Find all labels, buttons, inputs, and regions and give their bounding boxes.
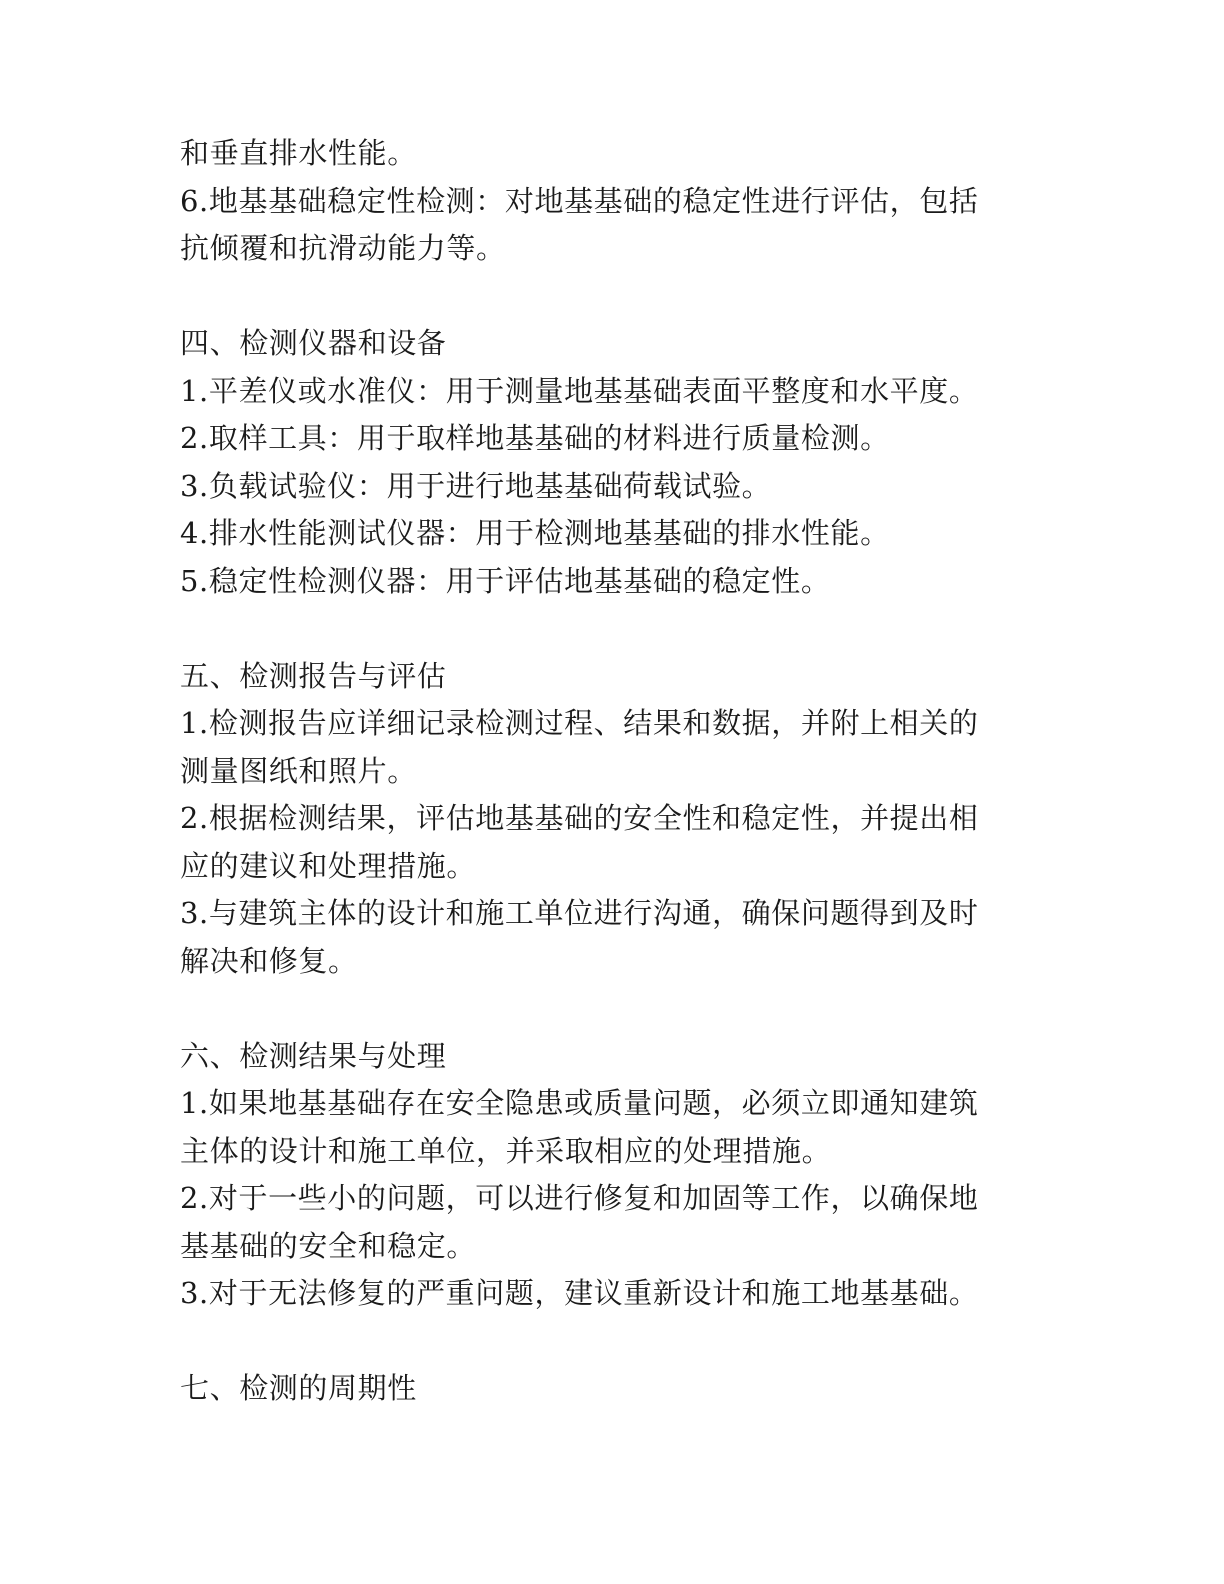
document-page (180, 130, 1040, 1413)
list-item: 基基础的安全和稳定。 (180, 1228, 477, 1263)
list-item: 3.与建筑主体的设计和施工单位进行沟通，确保问题得到及时 (180, 896, 979, 930)
section-spacer (180, 985, 1040, 1033)
list-item: 3.对于无法修复的严重问题，建议重新设计和施工地基基础。 (180, 1276, 979, 1310)
list-item: 1.平差仪或水准仪：用于测量地基基础表面平整度和水平度。 (180, 373, 979, 408)
list-item: 5.稳定性检测仪器：用于评估地基基础的稳定性。 (180, 563, 831, 598)
list-item: 4.排水性能测试仪器：用于检测地基基础的排水性能。 (180, 516, 890, 550)
section-heading: 四、检测仪器和设备 (180, 326, 447, 360)
section-spacer (180, 605, 1040, 653)
list-item: 1.如果地基基础存在安全隐患或质量问题，必须立即通知建筑 (180, 1086, 979, 1120)
list-item: 测量图纸和照片。 (180, 753, 417, 788)
section-heading: 六、检测结果与处理 (180, 1038, 447, 1073)
paragraph-line: 抗倾覆和抗滑动能力等。 (180, 231, 506, 265)
paragraph-line: 6.地基基础稳定性检测：对地基基础的稳定性进行评估，包括 (180, 183, 979, 218)
section-heading: 五、检测报告与评估 (180, 658, 447, 693)
section-spacer (180, 1318, 1040, 1366)
section-heading: 七、检测的周期性 (180, 1371, 417, 1405)
list-item: 3.负载试验仪：用于进行地基基础荷载试验。 (180, 468, 772, 503)
list-item: 2.对于一些小的问题，可以进行修复和加固等工作，以确保地 (180, 1181, 979, 1215)
list-item: 应的建议和处理措施。 (180, 848, 477, 883)
list-item: 2.根据检测结果，评估地基基础的安全性和稳定性，并提出相 (180, 801, 979, 835)
paragraph-line: 和垂直排水性能。 (180, 136, 417, 170)
list-item: 1.检测报告应详细记录检测过程、结果和数据，并附上相关的 (180, 706, 979, 740)
list-item: 主体的设计和施工单位，并采取相应的处理措施。 (180, 1133, 832, 1168)
section-spacer (180, 273, 1040, 321)
list-item: 解决和修复。 (180, 943, 358, 978)
list-item: 2.取样工具：用于取样地基基础的材料进行质量检测。 (180, 421, 890, 455)
